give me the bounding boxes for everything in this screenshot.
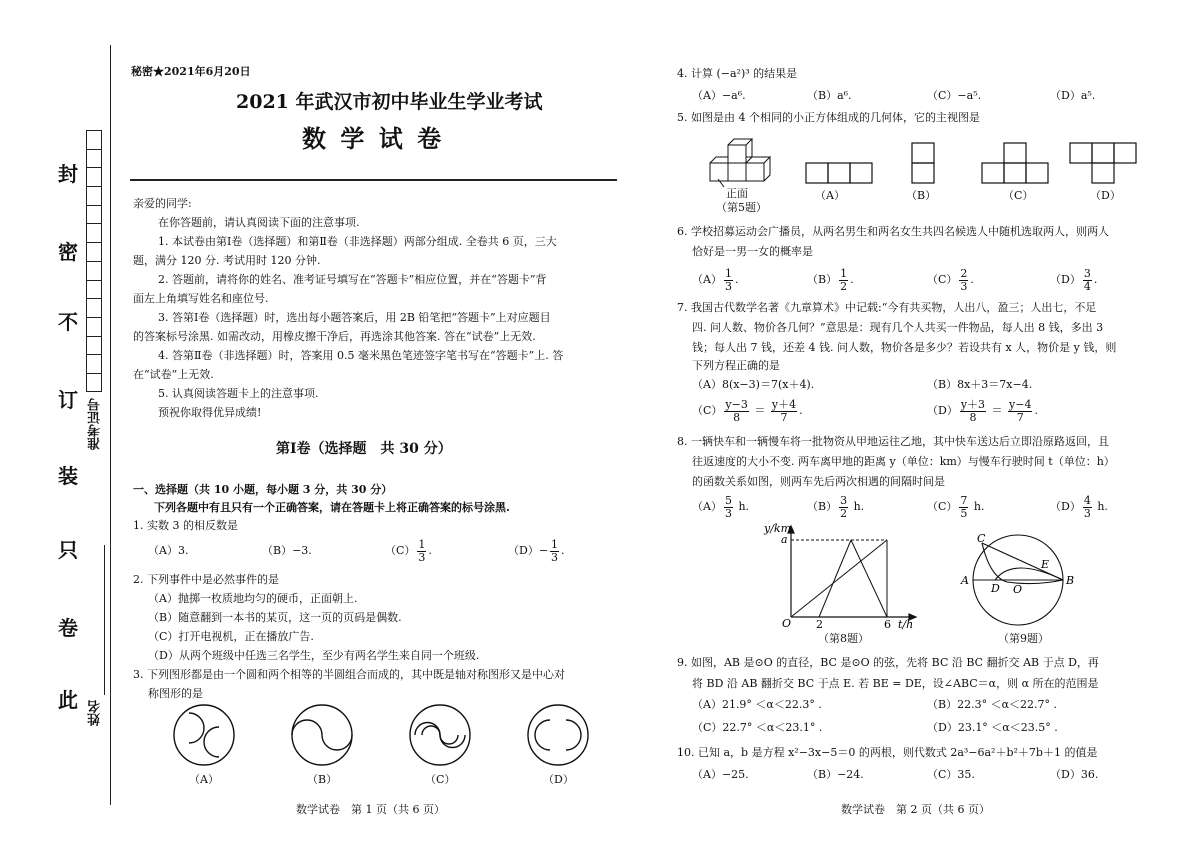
seal-char: 不 — [58, 310, 78, 334]
q3-figure-d — [528, 705, 588, 765]
q1-stem: 1. 实数 3 的相反数是 — [133, 519, 238, 532]
q7-option-c: （C） $\frac{y-3}{8}$ ＝ $\frac{y+4}{7}$ . — [692, 397, 803, 424]
q8-option-c: （C） $\frac{7}{5}$ h. — [927, 493, 985, 520]
q6-option-b: （B） $\frac{1}{2}$ . — [807, 266, 854, 293]
q1-option-c-label: （C） — [385, 544, 416, 557]
q3-figure-a — [174, 705, 234, 765]
binding-line — [110, 45, 111, 805]
q6-option-c: （C） $\frac{2}{3}$ . — [927, 266, 974, 293]
note-line: 预祝你取得优异成绩! — [158, 406, 262, 419]
q1-option-c: （C） $\frac{1}{3}$ . — [385, 537, 432, 564]
q8-a-label: a — [781, 533, 788, 546]
seal-char: 订 — [58, 388, 78, 412]
q7-stem: 钱；每人出 7 钱，还差 4 钱. 问人数，物价各是多少？若设共有 x 人，物价是 y 钱，则 — [692, 341, 1117, 354]
exam-number-label: 准考证号 — [88, 398, 103, 450]
q8-tick-2: 2 — [816, 618, 823, 630]
q7-option-a: （A）8(x−3)＝7(x＋4). — [692, 378, 815, 391]
q10-option-c: （C）35. — [927, 768, 975, 781]
q5-label-a: （A） — [815, 189, 845, 202]
q9-figure — [955, 530, 1095, 630]
q6-option-d: （D） $\frac{3}{4}$ . — [1050, 266, 1098, 293]
q8-option-b: （B） $\frac{3}{2}$ h. — [807, 493, 865, 520]
q5-caption: （第5题） — [716, 201, 767, 214]
q9-point-d: D — [991, 582, 1000, 595]
q4-option-a: （A）−a⁶. — [692, 89, 746, 102]
name-line — [104, 545, 105, 695]
seal-char: 卷 — [58, 616, 78, 640]
q2-option: （B）随意翻到一本书的某页，这一页的页码是偶数. — [148, 611, 402, 624]
q9-point-a: A — [961, 574, 969, 587]
q8-graph — [760, 522, 920, 630]
q4-stem: 4. 计算 (−a²)³ 的结果是 — [677, 67, 798, 80]
q6-option-a: （A） $\frac{1}{3}$ . — [692, 266, 739, 293]
note-line: 的答案标号涂黑. 如需改动，用橡皮擦干净后，再选涂其他答案. 答在“试卷”上无效. — [133, 330, 536, 343]
q8-origin-label: O — [782, 617, 792, 630]
intro: 在你答题前，请认真阅读下面的注意事项. — [158, 216, 360, 229]
q8-stem: 往返速度的大小不变. 两车离甲地的距离 y（单位：km）与慢车行驶时间 t（单位：h） — [692, 455, 1115, 468]
q8-stem: 的函数关系如图，则两车先后两次相遇的间隔时间是 — [692, 475, 945, 488]
q9-stem: 9. 如图，AB 是⊙O 的直径，BC 是⊙O 的弦，先将 BC 沿 BC 翻折交 AB 于点 D，再 — [677, 656, 1099, 669]
q5-stem: 5. 如图是由 4 个相同的小正方体组成的几何体，它的主视图是 — [677, 111, 980, 124]
seal-char: 密 — [58, 240, 78, 264]
note-line: 面左上角填写姓名和座位号. — [133, 292, 269, 305]
name-label: 姓名 — [88, 700, 103, 726]
note-line: 题，满分 120 分. 考试用时 120 分钟. — [133, 254, 321, 267]
q3-figures — [160, 700, 600, 770]
q7-option-d: （D） $\frac{y+3}{8}$ ＝ $\frac{y-4}{7}$ . — [927, 397, 1038, 424]
q8-stem: 8. 一辆快车和一辆慢车将一批物资从甲地运往乙地，其中快车送达后立即沿原路返回，且 — [677, 435, 1109, 448]
title-rule — [130, 179, 617, 181]
greeting: 亲爱的同学: — [133, 197, 192, 210]
seal-char: 此 — [58, 688, 78, 712]
q9-stem: 将 BD 沿 AB 翻折交 BC 于点 E. 若 BE = DE，设∠ABC＝α，则 α 所在的范围是 — [692, 677, 1099, 690]
q3-stem: 3. 下列图形都是由一个圆和两个相等的半圆组合而成的，其中既是轴对称图形又是中心对 — [133, 668, 565, 681]
q7-stem: 7. 我国古代数学名著《九章算术》中记载:“今有共买物，人出八，盈三；人出七，不足 — [677, 301, 1097, 314]
q3-label-c: （C） — [425, 773, 456, 786]
q3-figure-c — [410, 705, 470, 765]
q3-label-b: （B） — [307, 773, 338, 786]
q3-label-d: （D） — [543, 773, 574, 786]
q9-option-c: （C）22.7° ＜α＜23.1° . — [692, 721, 823, 734]
q8-option-d: （D） $\frac{4}{3}$ h. — [1050, 493, 1108, 520]
q10-option-d: （D）36. — [1050, 768, 1099, 781]
seal-char: 装 — [58, 464, 78, 488]
q6-stem: 6. 学校招募运动会广播员，从两名男生和两名女生共四名候选人中随机选取两人，则两人 — [677, 225, 1109, 238]
q9-point-c: C — [977, 532, 986, 545]
q5-solid — [710, 139, 770, 181]
q10-option-a: （A）−25. — [692, 768, 749, 781]
q9-option-d: （D）23.1° ＜α＜23.5° . — [927, 721, 1058, 734]
q8-tick-6: 6 — [884, 618, 891, 630]
q4-option-b: （B）a⁶. — [807, 89, 852, 102]
q7-stem: 四. 问人数、物价各几何？”意思是：现有几个人共买一件物品，每人出 8 钱，多出 3 — [692, 321, 1104, 334]
exam-number-grid — [86, 130, 102, 392]
note-line: 5. 认真阅读答题卡上的注意事项. — [158, 387, 319, 400]
q2-option: （D）从两个班级中任选三名学生，至少有两名学生来自同一个班级. — [148, 649, 480, 662]
q9-point-e: E — [1041, 558, 1050, 571]
q9-point-o: O — [1013, 583, 1023, 596]
q10-stem: 10. 已知 a，b 是方程 x²−3x−5＝0 的两根，则代数式 2a³−6a²＋b²＋7b＋1 的值是 — [677, 746, 1098, 759]
exam-title: 2021 年武汉市初中毕业生学业考试 — [236, 91, 543, 113]
q5-label-c: （C） — [1003, 189, 1034, 202]
seal-char: 封 — [58, 162, 78, 186]
q9-caption: （第9题） — [998, 632, 1049, 645]
q7-stem: 下列方程正确的是 — [692, 359, 780, 372]
section-title: 第Ⅰ卷（选择题 共 30 分） — [276, 441, 452, 457]
q5-option-b-figure — [912, 143, 934, 183]
part1-instruction: 下列各题中有且只有一个正确答案，请在答题卡上将正确答案的标号涂黑. — [154, 501, 510, 514]
q4-option-c: （C）−a⁵. — [927, 89, 982, 102]
secret-date: 秘密★2021年6月20日 — [131, 65, 251, 78]
q5-option-d-figure — [1070, 143, 1136, 183]
q2-option: （A）抛掷一枚质地均匀的硬币，正面朝上. — [148, 592, 358, 605]
q8-caption: （第8题） — [818, 632, 869, 645]
note-line: 4. 答第Ⅱ卷（非选择题）时，答案用 0.5 毫米黑色笔迹签字笔书写在“答题卡”上. 答 — [158, 349, 564, 362]
q5-front-label: 正面 — [726, 187, 748, 200]
q1-option-d: （D）− $\frac{1}{3}$ . — [508, 537, 565, 564]
q3-label-a: （A） — [189, 773, 219, 786]
q2-stem: 2. 下列事件中是必然事件的是 — [133, 573, 279, 586]
q1-option-a: （A）3. — [148, 544, 189, 557]
note-line: 3. 答第Ⅰ卷（选择题）时，选出每小题答案后，用 2B 铅笔把“答题卡”上对应题目 — [158, 311, 551, 324]
q5-option-c-figure — [982, 143, 1048, 183]
q5-label-b: （B） — [906, 189, 937, 202]
q7-option-b: （B）8x＋3＝7x−4. — [927, 378, 1033, 391]
page2-footer: 数学试卷 第 2 页（共 6 页） — [841, 803, 990, 816]
seal-char: 只 — [58, 538, 78, 562]
q5-option-a-figure — [806, 163, 872, 183]
q3-stem: 称图形的是 — [148, 687, 203, 700]
exam-subtitle: 数 学 试 卷 — [302, 124, 445, 153]
q2-option: （C）打开电视机，正在播放广告. — [148, 630, 314, 643]
q8-ylabel: y/km — [764, 522, 792, 535]
part1-title: 一、选择题（共 10 小题，每小题 3 分，共 30 分） — [133, 483, 393, 496]
note-line: 在“试卷”上无效. — [133, 368, 214, 381]
q5-label-d: （D） — [1090, 189, 1121, 202]
q3-figure-b — [292, 705, 352, 765]
q4-option-d: （D）a⁵. — [1050, 89, 1096, 102]
note-line: 2. 答题前，请将你的姓名、准考证号填写在“答题卡”相应位置，并在“答题卡”背 — [158, 273, 547, 286]
q8-option-a: （A） $\frac{5}{3}$ h. — [692, 493, 750, 520]
q9-option-b: （B）22.3° ＜α＜22.7° . — [927, 698, 1057, 711]
q8-xlabel: t/h — [898, 618, 914, 630]
q1-option-b: （B）−3. — [262, 544, 312, 557]
page1-footer: 数学试卷 第 1 页（共 6 页） — [296, 803, 445, 816]
q6-stem: 恰好是一男一女的概率是 — [692, 245, 813, 258]
q1-option-d-label: （D）− — [508, 544, 549, 557]
note-line: 1. 本试卷由第Ⅰ卷（选择题）和第Ⅱ卷（非选择题）两部分组成. 全卷共 6 页，三大 — [158, 235, 557, 248]
q9-option-a: （A）21.9° ＜α＜22.3° . — [692, 698, 822, 711]
q10-option-b: （B）−24. — [807, 768, 864, 781]
q9-point-b: B — [1066, 574, 1075, 587]
